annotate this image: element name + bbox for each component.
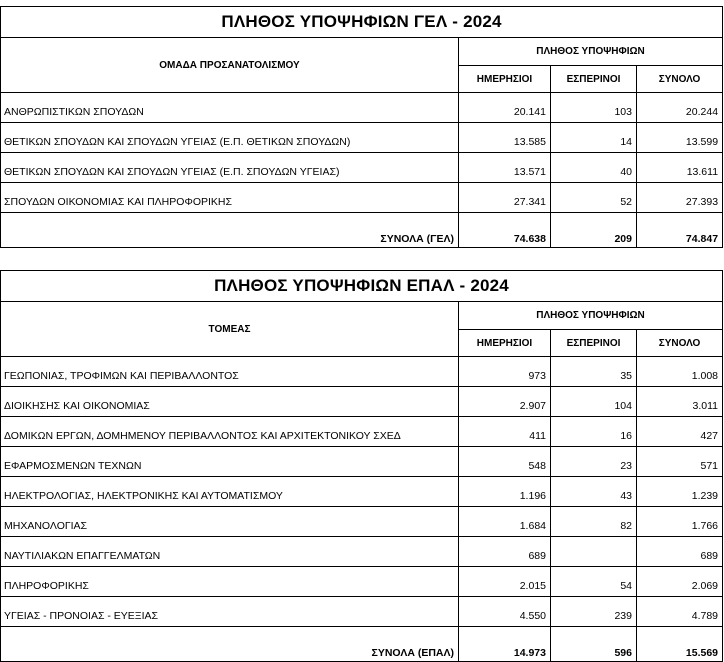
row-label: ΗΛΕΚΤΡΟΛΟΓΙΑΣ, ΗΛΕΚΤΡΟΝΙΚΗΣ ΚΑΙ ΑΥΤΟΜΑΤΙΣΜΟΥ (1, 477, 459, 507)
row-label: ΜΗΧΑΝΟΛΟΓΙΑΣ (1, 507, 459, 537)
table-row (1, 387, 723, 417)
row-evening: 35 (551, 357, 637, 387)
totals-evening: 209 (551, 213, 637, 248)
row-label: ΑΝΘΡΩΠΙΣΤΙΚΩΝ ΣΠΟΥΔΩΝ (1, 93, 459, 123)
gel-group-header: ΟΜΑΔΑ ΠΡΟΣΑΝΑΤΟΛΙΣΜΟΥ (1, 38, 459, 93)
row-label: ΘΕΤΙΚΩΝ ΣΠΟΥΔΩΝ ΚΑΙ ΣΠΟΥΔΩΝ ΥΓΕΙΑΣ (Ε.Π. ΣΠΟΥΔΩΝ ΥΓΕΙΑΣ) (1, 153, 459, 183)
row-day: 2.015 (459, 567, 551, 597)
row-label: ΥΓΕΙΑΣ - ΠΡΟΝΟΙΑΣ - ΕΥΕΞΙΑΣ (1, 597, 459, 627)
row-evening: 103 (551, 93, 637, 123)
row-total: 2.069 (637, 567, 723, 597)
row-total: 27.393 (637, 183, 723, 213)
row-evening: 52 (551, 183, 637, 213)
row-evening: 54 (551, 567, 637, 597)
row-evening: 43 (551, 477, 637, 507)
table-row (1, 93, 723, 123)
row-total: 1.008 (637, 357, 723, 387)
table-row (1, 567, 723, 597)
row-total: 4.789 (637, 597, 723, 627)
row-total: 13.599 (637, 123, 723, 153)
totals-label: ΣΥΝΟΛΑ (ΓΕΛ) (1, 213, 459, 248)
row-label: ΔΟΜΙΚΩΝ ΕΡΓΩΝ, ΔΟΜΗΜΕΝΟΥ ΠΕΡΙΒΑΛΛΟΝΤΟΣ ΚΑΙ ΑΡΧΙΤΕΚΤΟΝΙΚΟΥ ΣΧΕΔ (1, 417, 459, 447)
row-evening: 14 (551, 123, 637, 153)
row-label: ΠΛΗΡΟΦΟΡΙΚΗΣ (1, 567, 459, 597)
table-row (1, 123, 723, 153)
row-evening: 40 (551, 153, 637, 183)
row-day: 548 (459, 447, 551, 477)
table-row (1, 183, 723, 213)
table-row (1, 597, 723, 627)
row-day: 689 (459, 537, 551, 567)
gel-table-block (0, 6, 722, 248)
row-total: 13.611 (637, 153, 723, 183)
row-evening: 16 (551, 417, 637, 447)
gel-col-day: ΗΜΕΡΗΣΙΟΙ (459, 66, 551, 93)
table-row (1, 477, 723, 507)
totals-label: ΣΥΝΟΛΑ (ΕΠΑΛ) (1, 627, 459, 662)
gel-span-header: ΠΛΗΘΟΣ ΥΠΟΨΗΦΙΩΝ (459, 38, 723, 66)
table-row (1, 357, 723, 387)
row-total: 1.239 (637, 477, 723, 507)
epal-table (0, 270, 723, 662)
row-label: ΔΙΟΙΚΗΣΗΣ ΚΑΙ ΟΙΚΟΝΟΜΙΑΣ (1, 387, 459, 417)
table-row (1, 447, 723, 477)
row-day: 1.684 (459, 507, 551, 537)
totals-row (1, 627, 723, 662)
gel-table (0, 6, 723, 248)
row-day: 4.550 (459, 597, 551, 627)
epal-group-header: ΤΟΜΕΑΣ (1, 302, 459, 357)
row-day: 27.341 (459, 183, 551, 213)
row-label: ΓΕΩΠΟΝΙΑΣ, ΤΡΟΦΙΜΩΝ ΚΑΙ ΠΕΡΙΒΑΛΛΟΝΤΟΣ (1, 357, 459, 387)
row-total: 689 (637, 537, 723, 567)
row-total: 571 (637, 447, 723, 477)
row-evening (551, 537, 637, 567)
row-evening: 239 (551, 597, 637, 627)
row-total: 20.244 (637, 93, 723, 123)
row-day: 2.907 (459, 387, 551, 417)
gel-col-total: ΣΥΝΟΛΟ (637, 66, 723, 93)
row-total: 427 (637, 417, 723, 447)
row-evening: 23 (551, 447, 637, 477)
row-day: 20.141 (459, 93, 551, 123)
row-evening: 82 (551, 507, 637, 537)
epal-title: ΠΛΗΘΟΣ ΥΠΟΨΗΦΙΩΝ ΕΠΑΛ - 2024 (1, 271, 723, 302)
totals-day: 14.973 (459, 627, 551, 662)
table-row (1, 507, 723, 537)
table-row (1, 417, 723, 447)
row-day: 13.585 (459, 123, 551, 153)
epal-col-day: ΗΜΕΡΗΣΙΟΙ (459, 330, 551, 357)
totals-total: 15.569 (637, 627, 723, 662)
epal-span-header: ΠΛΗΘΟΣ ΥΠΟΨΗΦΙΩΝ (459, 302, 723, 330)
row-day: 1.196 (459, 477, 551, 507)
totals-row (1, 213, 723, 248)
totals-total: 74.847 (637, 213, 723, 248)
row-label: ΝΑΥΤΙΛΙΑΚΩΝ ΕΠΑΓΓΕΛΜΑΤΩΝ (1, 537, 459, 567)
table-row (1, 153, 723, 183)
gel-col-evening: ΕΣΠΕΡΙΝΟΙ (551, 66, 637, 93)
totals-day: 74.638 (459, 213, 551, 248)
row-label: ΕΦΑΡΜΟΣΜΕΝΩΝ ΤΕΧΝΩΝ (1, 447, 459, 477)
gel-title: ΠΛΗΘΟΣ ΥΠΟΨΗΦΙΩΝ ΓΕΛ - 2024 (1, 7, 723, 38)
table-row (1, 537, 723, 567)
row-label: ΣΠΟΥΔΩΝ ΟΙΚΟΝΟΜΙΑΣ ΚΑΙ ΠΛΗΡΟΦΟΡΙΚΗΣ (1, 183, 459, 213)
row-total: 1.766 (637, 507, 723, 537)
row-label: ΘΕΤΙΚΩΝ ΣΠΟΥΔΩΝ ΚΑΙ ΣΠΟΥΔΩΝ ΥΓΕΙΑΣ (Ε.Π. ΘΕΤΙΚΩΝ ΣΠΟΥΔΩΝ) (1, 123, 459, 153)
epal-table-block (0, 270, 722, 662)
row-day: 411 (459, 417, 551, 447)
row-day: 973 (459, 357, 551, 387)
row-day: 13.571 (459, 153, 551, 183)
row-total: 3.011 (637, 387, 723, 417)
epal-col-evening: ΕΣΠΕΡΙΝΟΙ (551, 330, 637, 357)
epal-col-total: ΣΥΝΟΛΟ (637, 330, 723, 357)
row-evening: 104 (551, 387, 637, 417)
totals-evening: 596 (551, 627, 637, 662)
